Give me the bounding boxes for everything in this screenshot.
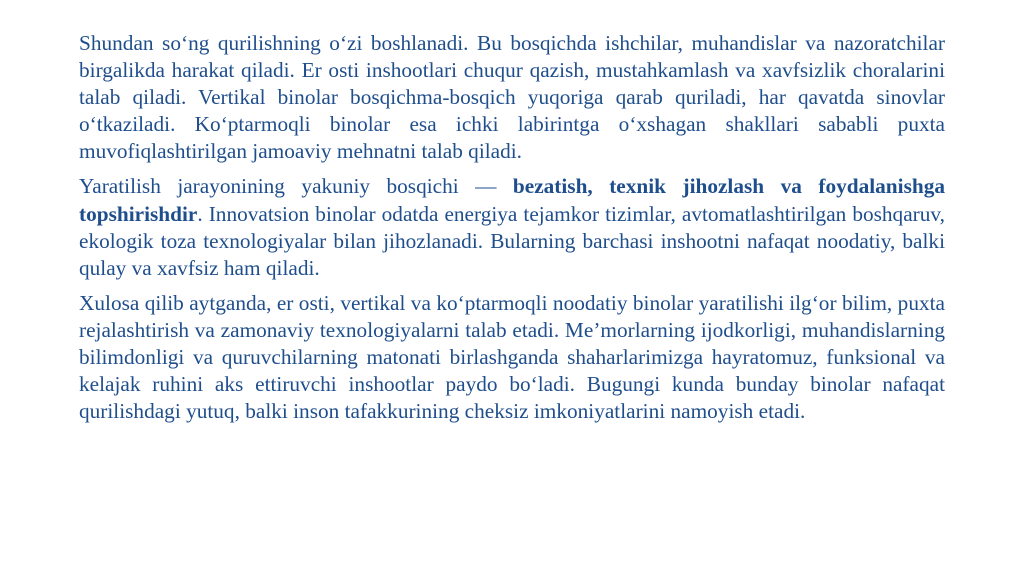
document-body (79, 30, 945, 433)
final-stage-bold-text: bezatish, texnik jihozlash va foydalanishga topshirishdir (79, 174, 945, 226)
paragraph-conclusion: Xulosa qilib aytganda, er osti, vertikal va ko‘ptarmoqli noodatiy binolar yaratilishi ilg‘or bilim, puxta rejalashtirish va zamonaviy texnologiyalarni talab etadi. Me’morlarning ijodkorligi, muhandislarning bilimdonligi va quruvchilarning matonati birlashganda shaharlarimizga hayratomuz, funksional va kelajak ruhini aks ettiruvchi inshootlar paydo bo‘ladi. Bugungi kunda bunday binolar nafaqat qurilishdagi yutuq, balki inson tafakkurining cheksiz imkoniyatlarini namoyish etadi. (79, 290, 945, 424)
final-stage-rest-text: . Innovatsion binolar odatda energiya tejamkor tizimlar, avtomatlashtirilgan boshqaruv, ekologik toza texnologiyalar bilan jihozlanadi. Bularning barchasi inshootni nafaqat noodatiy, balki qulay va xavfsiz ham qiladi. (79, 201, 945, 280)
paragraph-construction: Shundan so‘ng qurilishning o‘zi boshlanadi. Bu bosqichda ishchilar, muhandislar va nazoratchilar birgalikda harakat qiladi. Er osti inshootlari chuqur qazish, mustahkamlash va xavfsizlik choralarini talab qiladi. Vertikal binolar bosqichma-bosqich yuqoriga qarab quriladi, har qavatda sinovlar o‘tkaziladi. Ko‘ptarmoqli binolar esa ichki labirintga o‘xshagan shakllari sababli puxta muvofiqlashtirilgan jamoaviy mehnatni talab qiladi. (79, 31, 945, 164)
paragraph-final-stage (79, 173, 945, 281)
final-stage-lead-text: Yaratilish jarayonining yakuniy bosqichi — (79, 174, 513, 199)
